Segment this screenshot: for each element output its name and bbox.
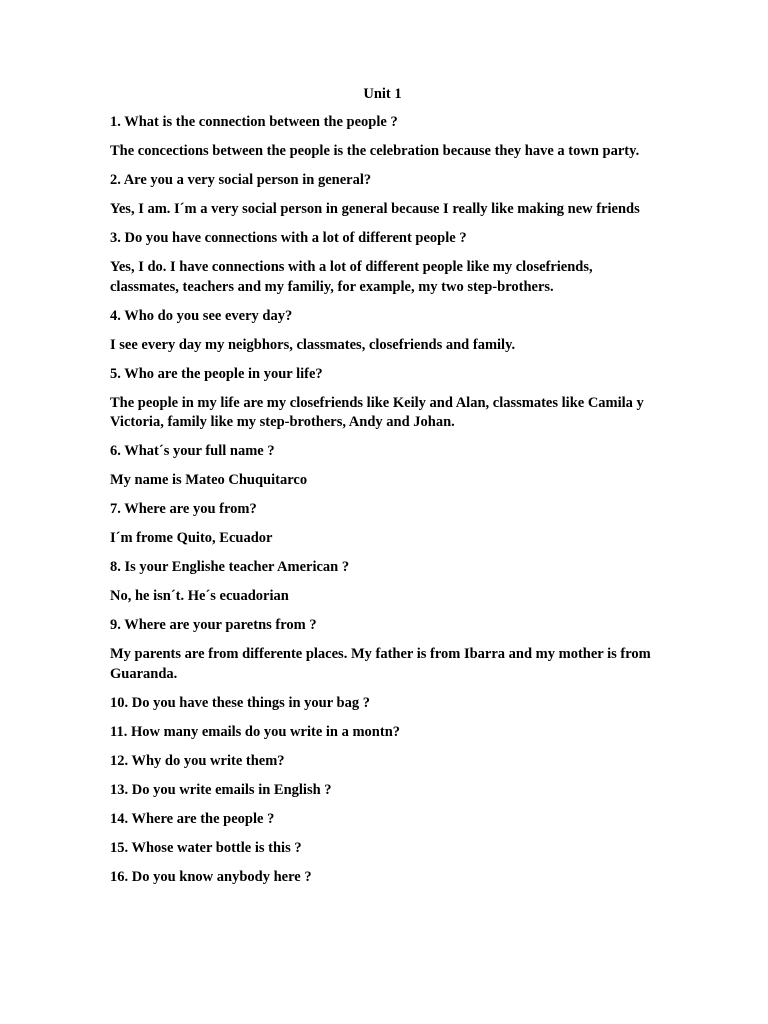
answer-4: I see every day my neigbhors, classmates, closefriends and family. — [110, 336, 516, 353]
question-6: 6. What´s your full name ? — [110, 443, 275, 459]
question-9: 9. Where are your paretns from ? — [110, 617, 317, 633]
question-3: 3. Do you have connections with a lot of different people ? — [110, 230, 467, 246]
document-title: Unit 1 — [363, 86, 402, 102]
question-2: 2. Are you a very social person in general? — [110, 172, 372, 188]
answer-3: Yes, I do. I have connections with a lot of different people like my closefriends, classmates, teachers and my familiy, for example, my two step-brothers. — [110, 259, 593, 295]
question-8: 8. Is your Englishe teacher American ? — [110, 559, 350, 575]
answer-9: My parents are from differente places. My father is from Ibarra and my mother is from Guaranda. — [110, 646, 651, 682]
question-15: 15. Whose water bottle is this ? — [110, 839, 302, 856]
question-10: 10. Do you have these things in your bag ? — [110, 694, 370, 711]
question-7: 7. Where are you from? — [110, 501, 257, 517]
answer-5: The people in my life are my closefriends like Keily and Alan, classmates like Camila y Victoria, family like my step-brothers, Andy and Johan. — [110, 394, 644, 430]
question-16: 16. Do you know anybody here ? — [110, 868, 312, 885]
question-4: 4. Who do you see every day? — [110, 307, 293, 324]
question-12: 12. Why do you write them? — [110, 752, 285, 769]
question-14: 14. Where are the people ? — [110, 810, 275, 827]
answer-1: The concections between the people is the celebration because they have a town party. — [110, 143, 640, 159]
answer-2: Yes, I am. I´m a very social person in general because I really like making new friends — [110, 201, 640, 217]
question-13: 13. Do you write emails in English ? — [110, 781, 332, 798]
answer-8: No, he isn´t. He´s ecuadorian — [110, 588, 289, 604]
question-1: 1. What is the connection between the people ? — [110, 114, 398, 130]
question-5: 5. Who are the people in your life? — [110, 365, 323, 382]
document-page — [110, 84, 655, 897]
question-11: 11. How many emails do you write in a montn? — [110, 723, 401, 740]
answer-7: I´m frome Quito, Ecuador — [110, 530, 273, 546]
answer-6: My name is Mateo Chuquitarco — [110, 472, 308, 488]
